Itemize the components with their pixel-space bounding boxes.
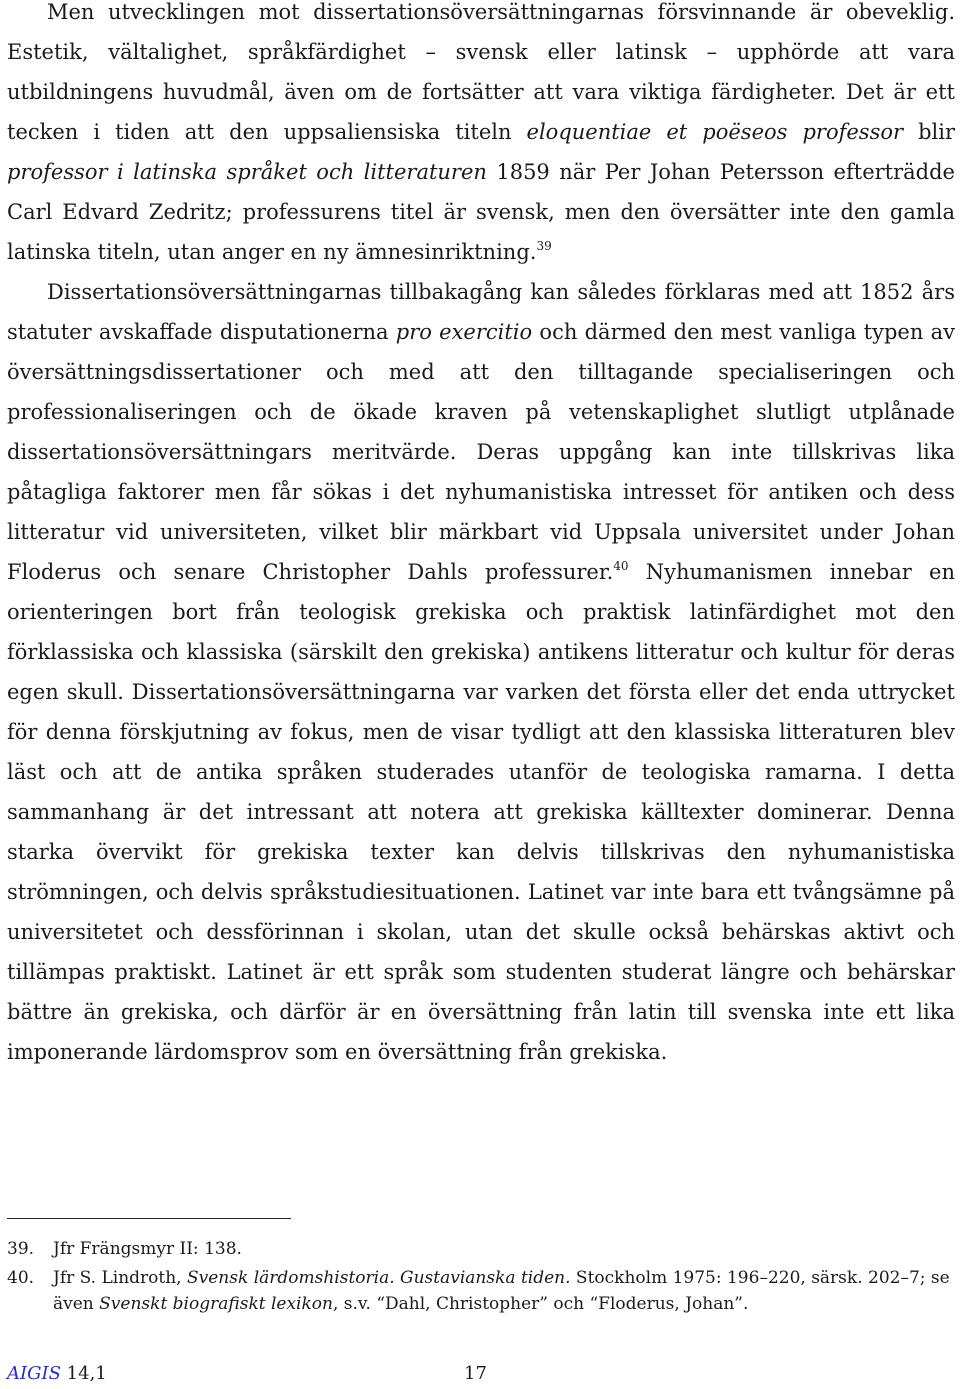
footnote-text: Jfr S. Lindroth, Svensk lärdomshistoria. Gustavianska tiden. Stockholm 1975: 196–220, särsk. 202–7; se även Svenskt biografiskt lexikon, s.v. “Dahl, Christopher” och “Floderus, Johan”.: [53, 1268, 950, 1314]
footnotes: [7, 1236, 955, 1320]
paragraph-2: Dissertationsöversättningarnas tillbakagång kan således förklaras med att 1852 års statuter avskaffade disputationerna pro exercitio och därmed den mest vanliga typen av översättningsdissertationer och med att den tilltagande specialiseringen och professionaliseringen och de ökade kraven på vetenskaplighet slutligt utplånade dissertationsöversättningars meritvärde. Deras uppgång kan inte tillskrivas lika påtagliga faktorer men får sökas i det nyhumanistiska intresset för antiken och dess litteratur vid universiteten, vilket blir märkbart vid Uppsala universitet under Johan Floderus och senare Christopher Dahls professurer.$^{40}$ Nyhumanismen innebar en orienteringen bort från teologisk grekiska och praktisk latinfärdighet mot den förklassiska och klassiska (särskilt den grekiska) antikens litteratur och kultur för deras egen skull. Dissertationsöversättningarna var varken det första eller det enda uttrycket för denna förskjutning av fokus, men de visar tydligt att den klassiska litteraturen blev läst och att de antika språken studerades utanför de teologiska ramarna. I detta sammanhang är det intressant att notera att grekiska källtexter dominerar. Denna starka övervikt för grekiska texter kan delvis tillskrivas den nyhumanistiska strömningen, och delvis språkstudiesituationen. Latinet var inte bara ett tvångsämne på universitetet och dessförinnan i skolan, utan det skulle också behärskas aktivt och tillämpas praktiskt. Latinet är ett språk som studenten studerat längre och behärskar bättre än grekiska, och därför är en översättning från latin till svenska inte ett lika imponerande lärdomsprov som en översättning från grekiska.: [7, 280, 955, 1064]
footnote-40: [7, 1265, 955, 1317]
swedish-title: professor i latinska språket och litteraturen: [7, 160, 487, 184]
footnote-number: 40.: [7, 1268, 35, 1288]
paragraph-1: Men utvecklingen mot dissertationsöversättningarnas försvinnande är obeveklig. Estetik, vältalighet, språkfärdighet – svensk eller latinsk – upphörde att vara utbildningens huvudmål, även om de fortsätter att vara viktiga färdigheter. Det är ett tecken i tiden att den uppsaliensiska titeln eloquentiae et poëseos professor blir professor i latinska språket och litteraturen 1859 när Per Johan Petersson efterträdde Carl Edvard Zedritz; professurens titel är svensk, men den översätter inte den gamla latinska titeln, utan anger en ny ämnesinriktning.$^{39}$: [7, 0, 956, 264]
footnote-ref-40[interactable]: 40: [613, 559, 629, 573]
volume: 14,1: [66, 1363, 107, 1384]
page-footer: [7, 1361, 955, 1387]
footnote-text: Jfr Frängsmyr II: 138.: [53, 1239, 242, 1259]
body-text: [7, 0, 955, 1072]
journal-link[interactable]: AIGIS: [7, 1363, 61, 1384]
latin-title: eloquentiae et poëseos professor: [526, 120, 904, 144]
footnote-ref-39[interactable]: 39: [536, 239, 552, 253]
footnote-39: [7, 1236, 955, 1262]
footnote-number: 39.: [7, 1239, 35, 1259]
page-number: 17: [464, 1363, 487, 1384]
footnote-divider: [7, 1218, 291, 1219]
pro-exercitio: pro exercitio: [395, 320, 533, 344]
